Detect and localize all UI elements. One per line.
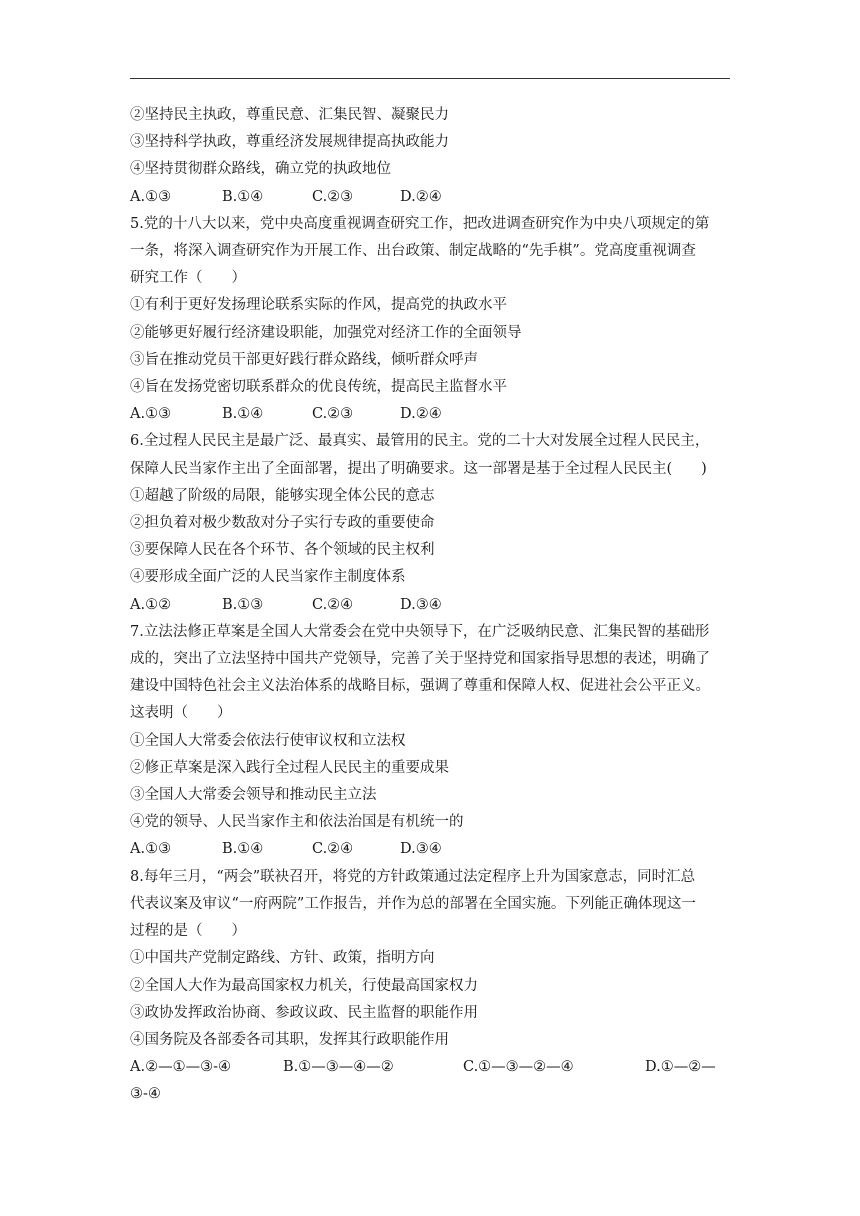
option-b: B.①—③—④—② xyxy=(283,1059,394,1076)
option-c: C.②④ xyxy=(312,841,354,858)
option-a: A.①② xyxy=(130,596,172,613)
question-stem: 7.立法法修正草案是全国人大常委会在党中央领导下，在广泛吸纳民意、汇集民智的基础形 xyxy=(130,623,710,640)
option-d: D.①—②— xyxy=(645,1059,716,1076)
option-a: A.①③ xyxy=(130,188,172,205)
question-stem: 一条，将深入调查研究作为开展工作、出台政策、制定战略的“先手棋”。党高度重视调查 xyxy=(130,243,696,260)
choice-item: ③要保障人民在各个环节、各个领域的民主权利 xyxy=(130,542,435,559)
question-stem: 这表明（ ） xyxy=(130,705,232,722)
choice-item: ③政协发挥政治协商、参政议政、民主监督的职能作用 xyxy=(130,1004,478,1021)
choice-item: ④旨在发扬党密切联系群众的优良传统，提高民主监督水平 xyxy=(130,379,507,396)
choice-item: ②修正草案是深入践行全过程人民民主的重要成果 xyxy=(130,759,449,776)
choice-item: ②全国人大作为最高国家权力机关，行使最高国家权力 xyxy=(130,977,478,994)
question-stem: 5.党的十八大以来，党中央高度重视调查研究工作，把改进调查研究作为中央八项规定的第 xyxy=(130,215,710,232)
choice-item: ④坚持贯彻群众路线，确立党的执政地位 xyxy=(130,161,391,178)
option-d: D.③④ xyxy=(400,596,442,613)
choice-item: ②担负着对极少数敌对分子实行专政的重要使命 xyxy=(130,515,435,532)
option-d-continuation: ③-④ xyxy=(130,1086,161,1103)
option-c: C.②③ xyxy=(312,188,354,205)
choice-item: ④要形成全面广泛的人民当家作主制度体系 xyxy=(130,569,406,586)
choice-item: ④党的领导、人民当家作主和依法治国是有机统一的 xyxy=(130,814,464,831)
choice-item: ②坚持民主执政，尊重民意、汇集民智、凝聚民力 xyxy=(130,107,449,123)
question-7 xyxy=(130,619,732,864)
question-stem: 代表议案及审议“一府两院”工作报告，并作为总的部署在全国实施。下列能正确体现这一 xyxy=(130,895,696,912)
option-b: B.①④ xyxy=(222,188,264,205)
question-stem: 研究工作（ ） xyxy=(130,270,246,287)
answer-options xyxy=(130,836,732,863)
choice-item: ①有利于更好发扬理论联系实际的作风，提高党的执政水平 xyxy=(130,297,507,314)
choice-item: ③全国人大常委会领导和推动民主立法 xyxy=(130,787,377,804)
option-c: C.②④ xyxy=(312,596,354,613)
question-stem: 过程的是（ ） xyxy=(130,923,246,940)
option-b: B.①④ xyxy=(222,406,264,423)
choice-item: ④国务院及各部委各司其职，发挥其行政职能作用 xyxy=(130,1031,449,1048)
question-6 xyxy=(130,428,732,618)
choice-item: ①中国共产党制定路线、方针、政策，指明方向 xyxy=(130,950,435,967)
question-stem: 保障人民当家作主出了全面部署，提出了明确要求。这一部署是基于全过程人民民主( ) xyxy=(130,460,707,477)
answer-options xyxy=(130,1054,732,1081)
option-a: A.①③ xyxy=(130,841,172,858)
option-d: D.③④ xyxy=(400,841,442,858)
question-4 xyxy=(130,102,732,211)
choice-item: ①超越了阶级的局限，能够实现全体公民的意志 xyxy=(130,487,435,504)
answer-options xyxy=(130,184,732,211)
question-stem: 6.全过程人民民主是最广泛、最真实、最管用的民主。党的二十大对发展全过程人民民主， xyxy=(130,433,710,450)
choice-item: ③旨在推动党员干部更好践行群众路线，倾听群众呼声 xyxy=(130,351,478,368)
option-c: C.①—③—②—④ xyxy=(463,1059,574,1076)
answer-options xyxy=(130,401,732,428)
option-b: B.①③ xyxy=(222,596,264,613)
answer-options xyxy=(130,592,732,619)
choice-item: ②能够更好履行经济建设职能，加强党对经济工作的全面领导 xyxy=(130,324,522,341)
option-b: B.①④ xyxy=(222,841,264,858)
question-8 xyxy=(130,864,732,1109)
choice-item: ③坚持科学执政，尊重经济发展规律提高执政能力 xyxy=(130,134,449,151)
option-a: A.①③ xyxy=(130,406,172,423)
question-content xyxy=(130,102,732,1109)
question-stem: 8.每年三月，“两会”联袂召开，将党的方针政策通过法定程序上升为国家意志，同时汇总 xyxy=(130,868,696,885)
choice-item: ①全国人大常委会依法行使审议权和立法权 xyxy=(130,732,406,749)
header-rule xyxy=(130,78,730,79)
question-5 xyxy=(130,211,732,429)
option-d: D.②④ xyxy=(400,188,442,205)
option-c: C.②③ xyxy=(312,406,354,423)
option-a: A.②—①—③-④ xyxy=(130,1059,231,1076)
question-stem: 建设中国特色社会主义法治体系的战略目标，强调了尊重和保障人权、促进社会公平正义。 xyxy=(130,678,710,695)
question-stem: 成的，突出了立法坚持中国共产党领导，完善了关于坚持党和国家指导思想的表述，明确了 xyxy=(130,651,710,668)
option-d: D.②④ xyxy=(400,406,442,423)
